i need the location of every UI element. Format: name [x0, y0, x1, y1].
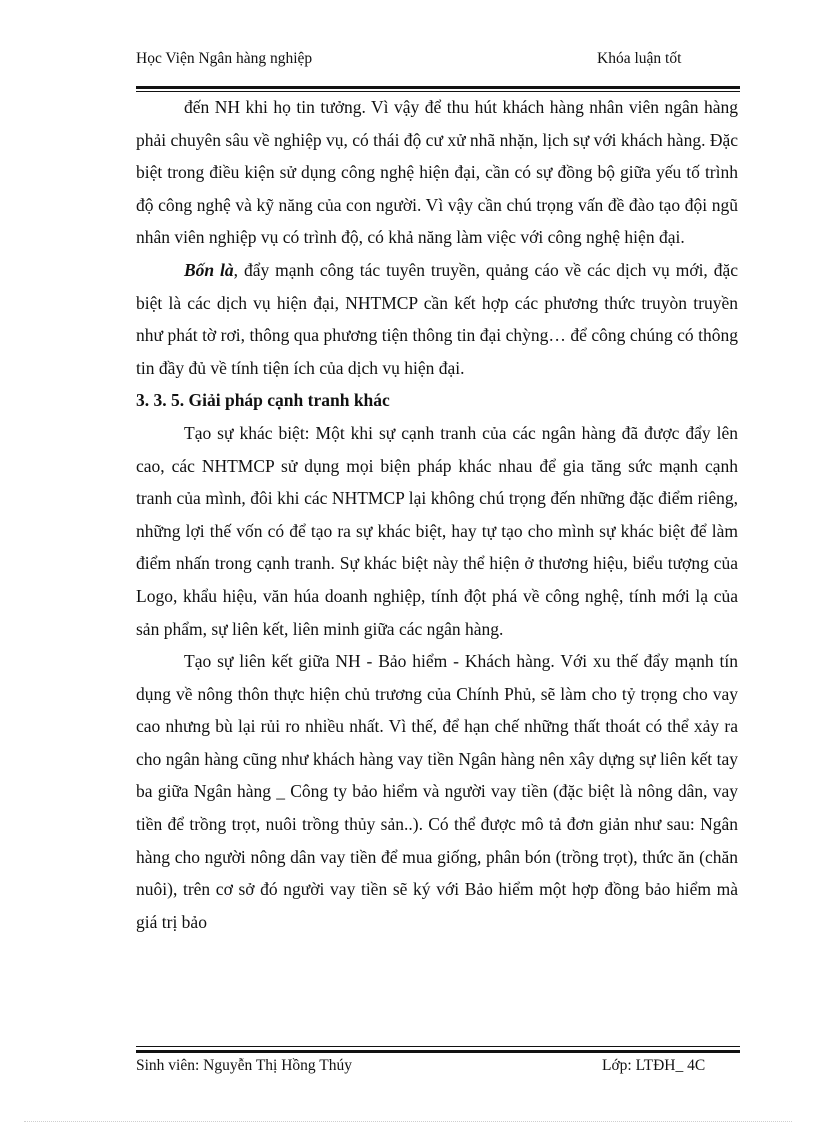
paragraph-4: Tạo sự liên kết giữa NH - Bảo hiểm - Khách hàng. Với xu thế đẩy mạnh tín dụng về nông thôn thực hiện chủ trương của Chính Phủ, sẽ làm cho tỷ trọng cho vay cao nhưng bù lại rủi ro nhiều nhất. Vì thế, để hạn chế những thất thoát có thể xảy ra cho ngân hàng cũng như khách hàng vay tiền Ngân hàng nên xây dựng sự liên kết tay ba giữa Ngân hàng _ Công ty bảo hiểm và người vay tiền (đặc biệt là nông dân, vay tiền để trồng trọt, nuôi trồng thủy sản..). Có thể được mô tả đơn giản như sau: Ngân hàng cho người nông dân vay tiền để mua giống, phân bón (trồng trọt), thức ăn (chăn nuôi), trên cơ sở đó người vay tiền sẽ ký với Bảo hiểm một hợp đồng bảo hiểm mà giá trị bảo — [136, 651, 738, 932]
header-rule-thick — [136, 86, 740, 89]
footer-student: Sinh viên: Nguyễn Thị Hồng Thúy — [136, 1057, 352, 1074]
page-bottom-divider — [24, 1121, 792, 1122]
paragraph-2 — [136, 254, 738, 384]
header-left-text: Học Viện Ngân hàng nghiệp — [136, 50, 313, 67]
footer-rule-thick — [136, 1050, 740, 1053]
footer-class: Lớp: LTĐH_ 4C — [602, 1057, 706, 1074]
paragraph-2-lead: Bốn là — [184, 259, 234, 280]
paragraph-1: đến NH khi họ tin tưởng. Vì vậy để thu hút khách hàng nhân viên ngân hàng phải chuyên sâu về nghiệp vụ, có thái độ cư xử nhã nhặn, lịch sự với khách hàng. Đặc biệt trong điều kiện sử dụng công nghệ hiện đại, cần có sự đồng bộ giữa yếu tố trình độ công nghệ và kỹ năng của con người. Vì vậy cần chú trọng vấn đề đào tạo đội ngũ nhân viên nghiệp vụ có trình độ, có khả năng làm việc với công nghệ hiện đại. — [136, 97, 738, 248]
paragraph-2-text: , đẩy mạnh công tác tuyên truyền, quảng cáo về các dịch vụ mới, đặc biệt là các dịch vụ hiện đại, NHTMCP cần kết hợp các phương thức truyòn truyền như phát tờ rơi, thông qua phương tiện thông tin đại chỳng… để công chúng có thông tin đầy đủ về tính tiện ích của dịch vụ hiện đại. — [136, 259, 738, 378]
section-heading: 3. 3. 5. Giải pháp cạnh tranh khác — [136, 390, 390, 411]
document-body — [136, 91, 738, 938]
paragraph-3: Tạo sự khác biệt: Một khi sự cạnh tranh của các ngân hàng đã được đẩy lên cao, các NHTMCP sử dụng mọi biện pháp khác nhau để gia tăng sức mạnh cạnh tranh của mình, đôi khi các NHTMCP lại không chú trọng đến những đặc điểm riêng, những lợi thế vốn có để tạo ra sự khác biệt, hay tự tạo cho mình sự khác biệt để làm điểm nhấn trong cạnh tranh. Sự khác biệt này thể hiện ở thương hiệu, biểu tượng của Logo, khẩu hiệu, văn húa doanh nghiệp, tính đột phá về công nghệ, tính mới lạ của sản phẩm, sự liên kết, liên minh giữa các ngân hàng. — [136, 422, 738, 639]
header-right-text: Khóa luận tốt — [597, 50, 682, 67]
footer-rule-thin — [136, 1046, 740, 1047]
